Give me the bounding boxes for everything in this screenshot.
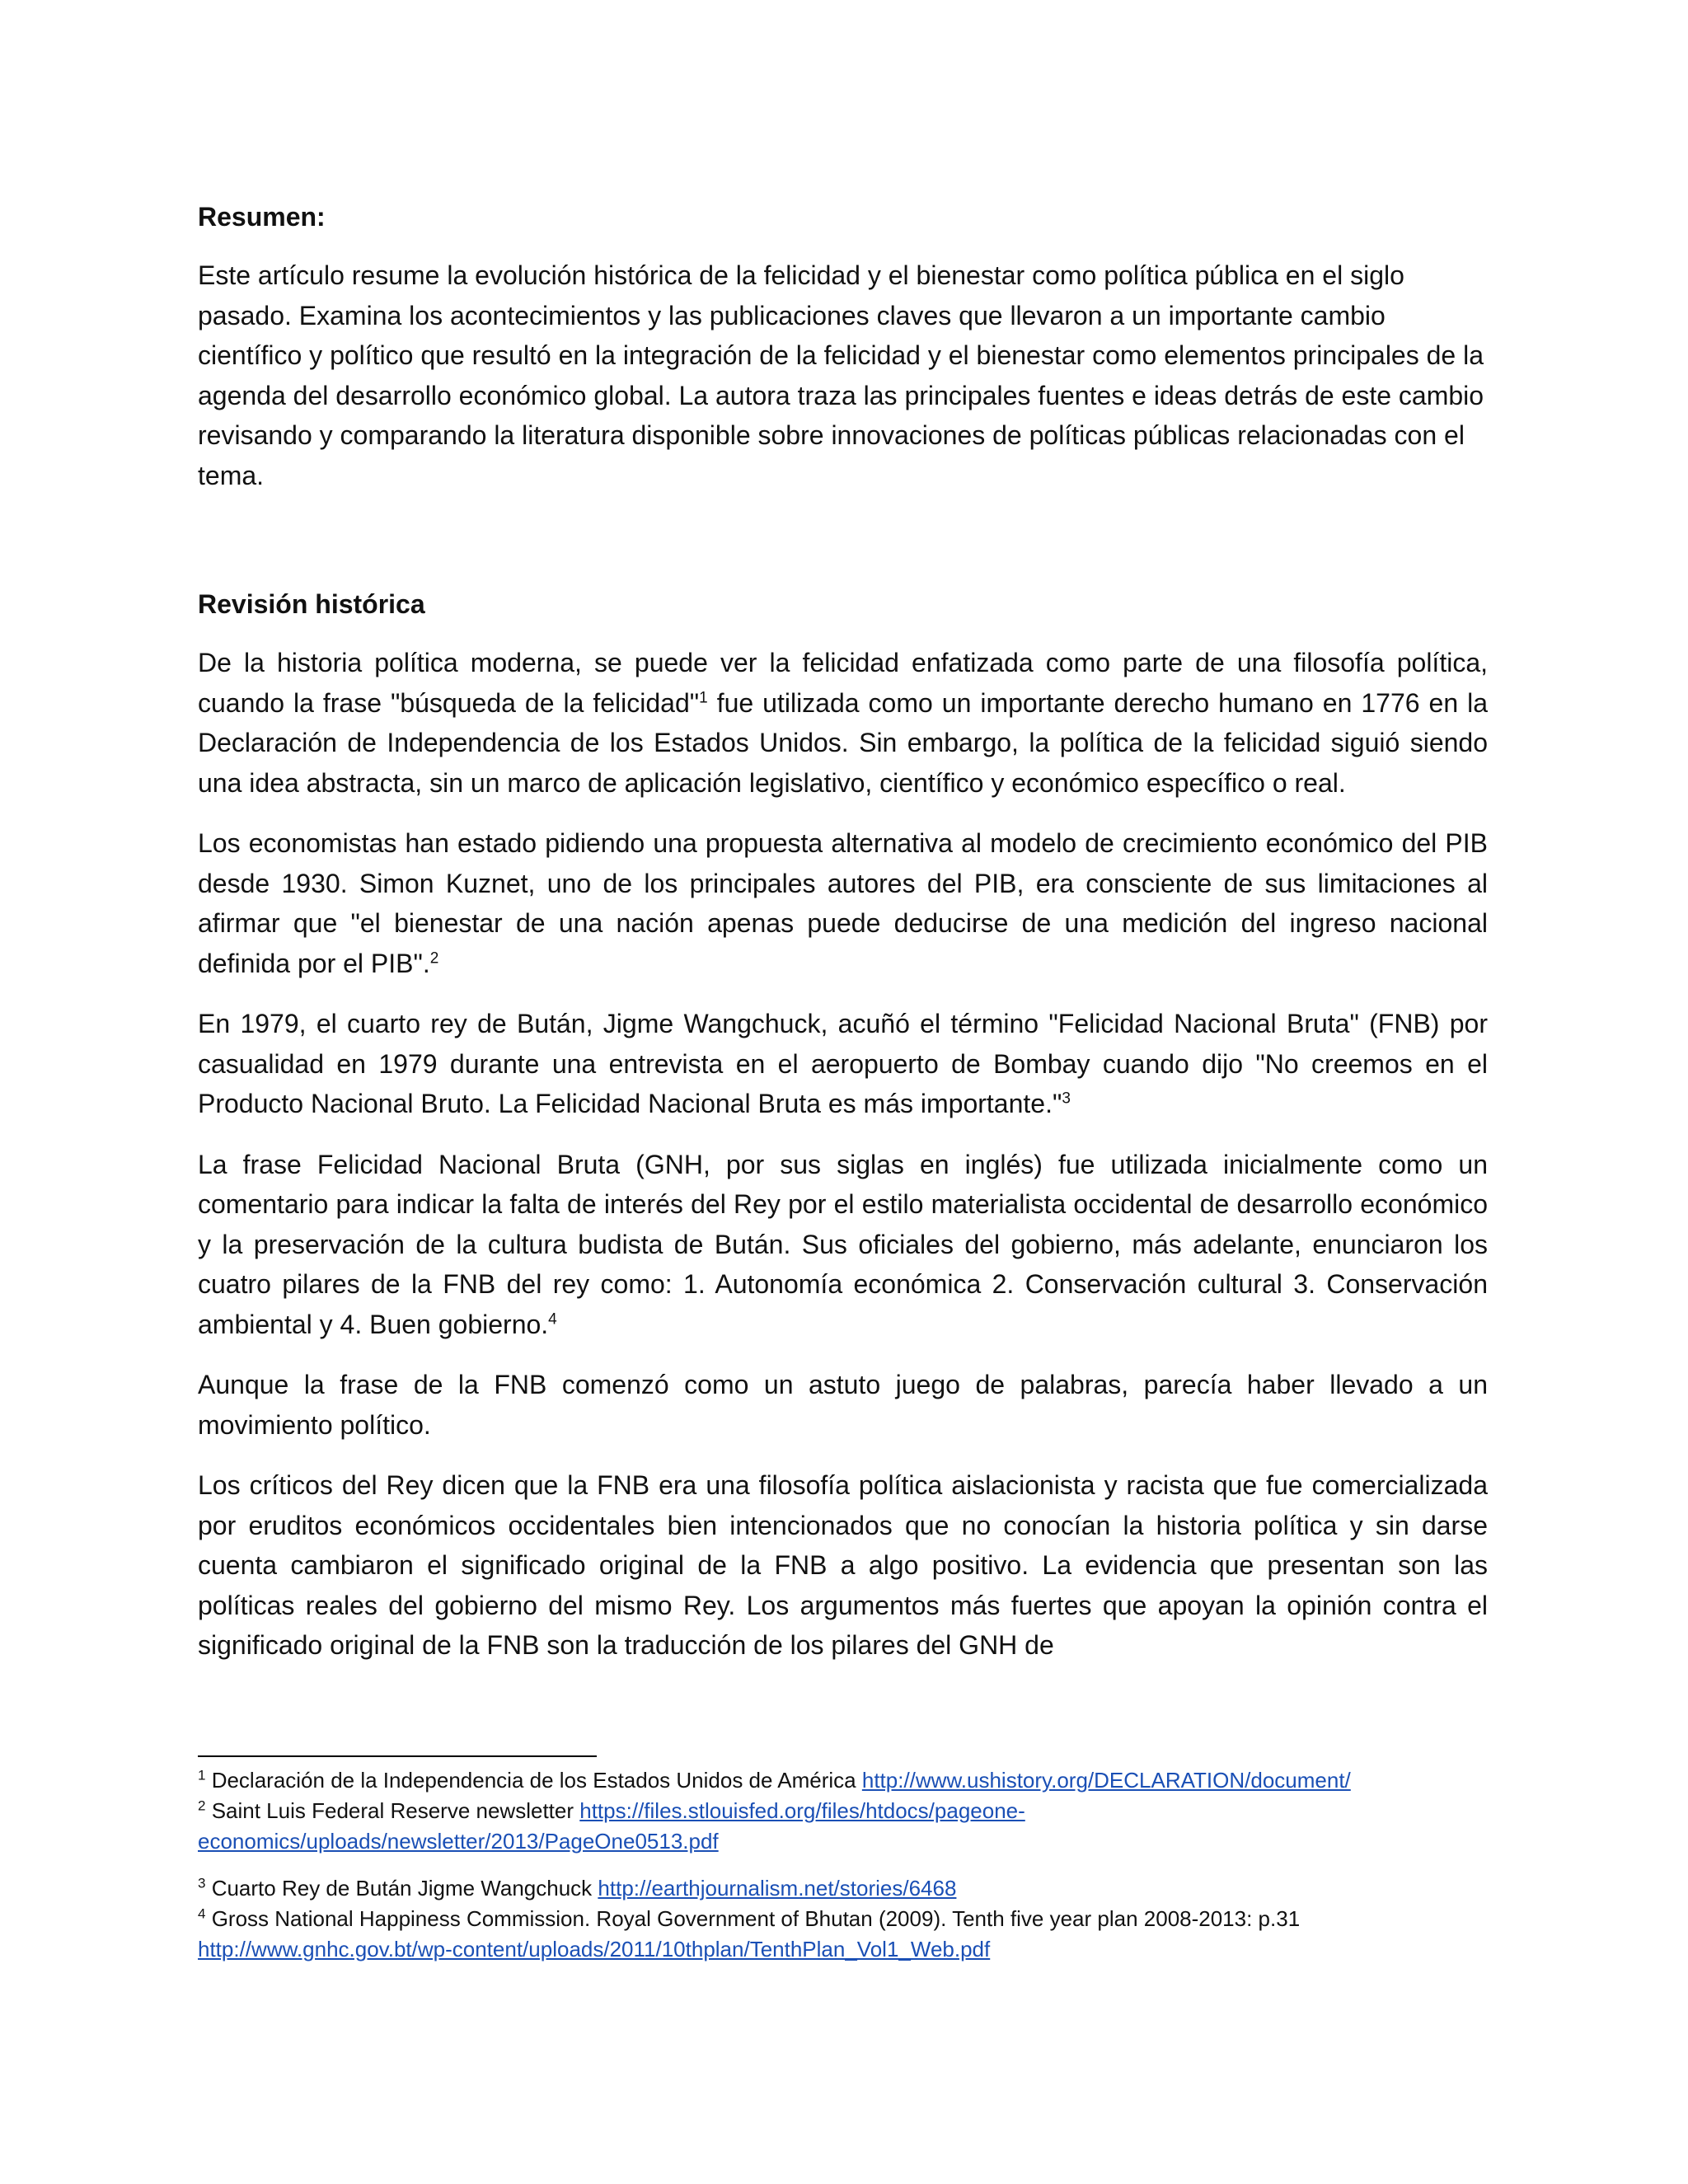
review-paragraph-5: Aunque la frase de la FNB comenzó como un astuto juego de palabras, parecía haber llevado a un movimiento político. [198, 1370, 1488, 1440]
footnote-link[interactable]: http://www.gnhc.gov.bt/wp-content/uploads/2011/10thplan/TenthPlan_Vol1_Web.pdf [198, 1937, 991, 1961]
footnote-number: 4 [198, 1905, 206, 1922]
review-paragraph-1 [198, 643, 1488, 803]
review-paragraph-3 [198, 1004, 1488, 1124]
review-paragraph-2-text: Los economistas han estado pidiendo una propuesta alternativa al modelo de crecimiento económico del PIB desde 1930. Simon Kuznet, uno de los principales autores del PIB, era consciente de sus limitaciones al afirmar que "el bienestar de una nación apenas puede deducirse de una medición del ingreso nacional definida por el PIB". [198, 828, 1488, 978]
footnote-number: 3 [198, 1875, 206, 1891]
footnote-gap [198, 1857, 1488, 1873]
review-heading: Revisión histórica [198, 589, 425, 619]
footnote-text: Gross National Happiness Commission. Royal Government of Bhutan (2009). Tenth five year plan 2008-2013: p.31 [205, 1906, 1301, 1931]
footnote-ref-2[interactable]: 2 [429, 949, 439, 967]
summary-paragraph: Este artículo resume la evolución histórica de la felicidad y el bienestar como política pública en el siglo pasado. Examina los acontecimientos y las publicaciones claves que llevaron a un importante cambio científico y político que resultó en la integración de la felicidad y el bienestar como elementos principales de la agenda del desarrollo económico global. La autora traza las principales fuentes e ideas detrás de este cambio revisando y comparando la literatura disponible sobre innovaciones de políticas públicas relacionadas con el tema. [198, 260, 1484, 490]
footnote-number: 1 [198, 1767, 206, 1783]
review-paragraph-1-text-b: fue utilizada como un importante derecho humano en 1776 en la Declaración de Independencia de los Estados Unidos. Sin embargo, la política de la felicidad siguió siendo una idea abstracta, sin un marco de aplicación legislativo, científico y económico específico o real. [198, 687, 1489, 798]
review-paragraph-3-text: En 1979, el cuarto rey de Bután, Jigme Wangchuck, acuñó el término "Felicidad Nacional Bruta" (FNB) por casualidad en 1979 durante una entrevista en el aeropuerto de Bombay cuando dijo "No creemos en el Producto Nacional Bruto. La Felicidad Nacional Bruta es más importante." [198, 1009, 1488, 1118]
footnote-1 [198, 1765, 1488, 1796]
footnote-4 [198, 1904, 1488, 1965]
footnote-ref-3[interactable]: 3 [1062, 1090, 1071, 1108]
review-paragraph-6: Los críticos del Rey dicen que la FNB era una filosofía política aislacionista y racista que fue comercializada por eruditos económicos occidentales bien intencionados que no conocían la historia política y sin darse cuenta cambiaron el significado original de la FNB a algo positivo. La evidencia que presentan son las políticas reales del gobierno del mismo Rey. Los argumentos más fuertes que apoyan la opinión contra el significado original de la FNB son la traducción de los pilares del GNH de [198, 1470, 1488, 1660]
review-paragraph-1-text-a: De la historia política moderna, se puede ver la felicidad enfatizada como parte de una filosofía política, cuando la frase "búsqueda de la felicidad" [198, 648, 1488, 718]
document-body [198, 198, 1488, 1686]
footnotes-section [198, 1765, 1488, 1965]
summary-heading: Resumen: [198, 202, 326, 232]
footnote-text: Saint Luis Federal Reserve newsletter [205, 1798, 580, 1823]
footnote-text: Declaración de la Independencia de los Estados Unidos de América [205, 1768, 862, 1793]
section-spacer [198, 516, 1488, 585]
footnote-link[interactable]: http://www.ushistory.org/DECLARATION/document/ [861, 1768, 1351, 1793]
footnote-link[interactable]: http://earthjournalism.net/stories/6468 [598, 1876, 957, 1900]
footnote-ref-1[interactable]: 1 [699, 688, 708, 706]
footnote-ref-4[interactable]: 4 [548, 1310, 557, 1328]
footnote-link[interactable]: https://files.stlouisfed.org/files/htdocs/pageone-economics/uploads/newsletter/2013/PageOne0513.pdf [198, 1798, 1025, 1854]
review-paragraph-4 [198, 1145, 1488, 1345]
review-paragraph-4-text: La frase Felicidad Nacional Bruta (GNH, por sus siglas en inglés) fue utilizada inicialmente como un comentario para indicar la falta de interés del Rey por el estilo materialista occidental de desarrollo económico y la preservación de la cultura budista de Bután. Sus oficiales del gobierno, más adelante, enunciaron los cuatro pilares de la FNB del rey como: 1. Autonomía económica 2. Conservación cultural 3. Conservación ambiental y 4. Buen gobierno. [198, 1149, 1488, 1339]
footnote-3 [198, 1873, 1488, 1904]
review-paragraph-2 [198, 823, 1488, 983]
footnote-number: 2 [198, 1797, 206, 1814]
footnote-text: Cuarto Rey de Bután Jigme Wangchuck [205, 1876, 598, 1900]
footnote-2 [198, 1796, 1488, 1857]
footnote-separator [198, 1755, 597, 1757]
